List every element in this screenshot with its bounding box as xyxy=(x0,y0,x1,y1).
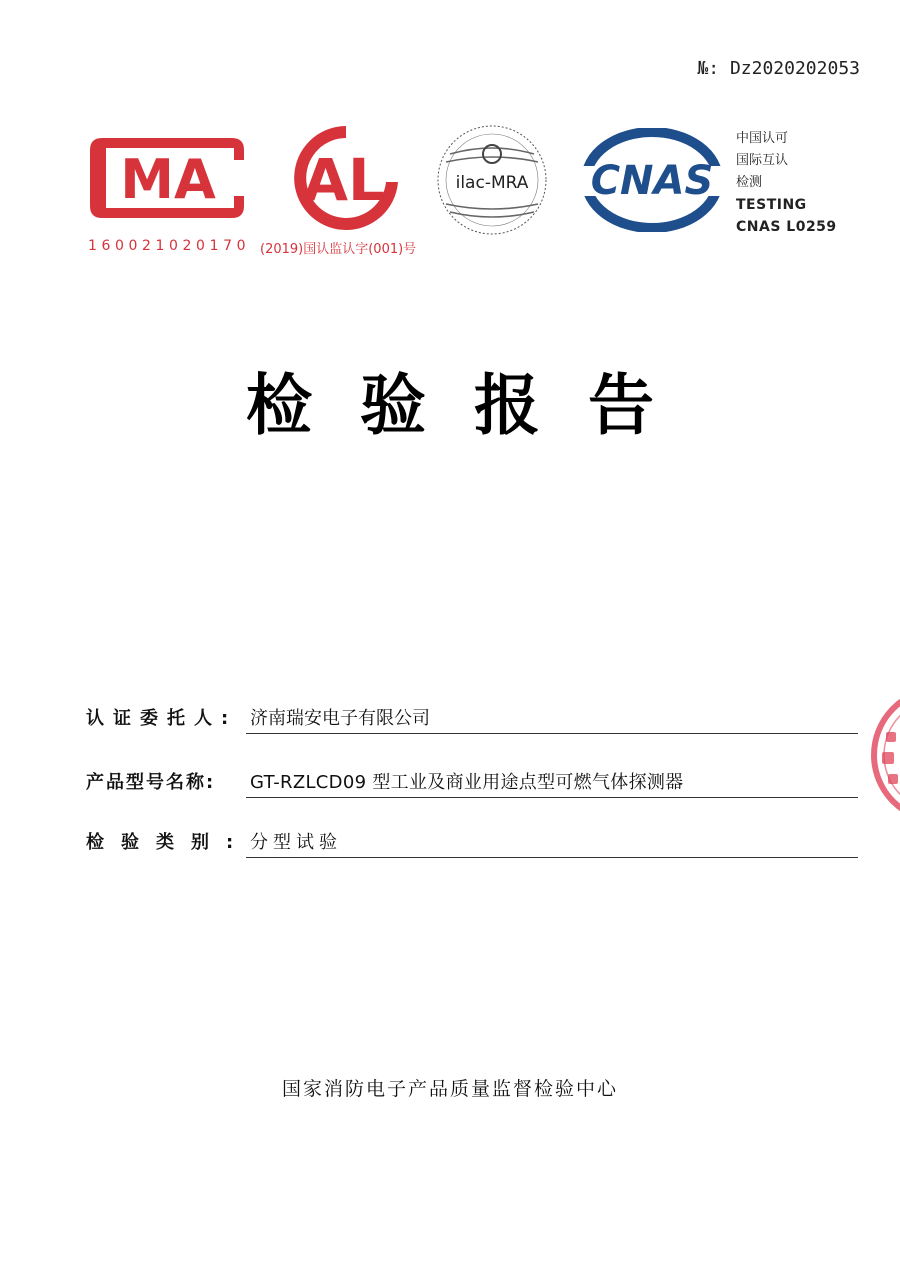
official-seal-icon xyxy=(860,680,900,830)
cnas-accreditation-text xyxy=(736,128,837,238)
cnas-line-1: 中国认可 xyxy=(736,131,789,146)
client-field xyxy=(86,702,858,734)
ilac-mra-logo-icon xyxy=(436,124,548,236)
report-title: 检验报告 xyxy=(246,367,702,444)
test-type-value: 分型试验 xyxy=(250,832,342,853)
report-number: №: Dz2020202053 xyxy=(697,58,860,79)
product-label: 产品型号名称: xyxy=(86,772,216,793)
cnas-logo-icon xyxy=(582,128,722,232)
product-underline xyxy=(246,797,858,798)
cma-logo-icon xyxy=(84,130,250,226)
ilac-logo-text: ilac-MRA xyxy=(455,173,529,193)
client-value: 济南瑞安电子有限公司 xyxy=(250,708,430,729)
cnas-line-4: TESTING xyxy=(736,197,807,213)
cal-logo-icon xyxy=(284,120,408,232)
test-type-label: 检验类别: xyxy=(86,832,251,853)
cma-logo-text: MA xyxy=(120,148,216,211)
cma-code: 160021020170 xyxy=(88,238,251,254)
cnas-logo-text: CNAS xyxy=(590,158,714,204)
organization-name: 国家消防电子产品质量监督检验中心 xyxy=(281,1078,618,1100)
client-label: 认证委托人: xyxy=(86,708,238,729)
cnas-line-2: 国际互认 xyxy=(736,153,789,168)
product-field xyxy=(86,766,858,798)
cnas-line-5: CNAS L0259 xyxy=(736,219,837,235)
cal-logo-text: AL xyxy=(303,146,385,214)
test-type-field xyxy=(86,826,858,858)
cnas-line-3: 检测 xyxy=(736,175,763,190)
client-underline xyxy=(246,733,858,734)
cal-code: (2019)国认监认字(001)号 xyxy=(260,242,417,257)
product-value: GT-RZLCD09 型工业及商业用途点型可燃气体探测器 xyxy=(250,772,684,793)
test-type-underline xyxy=(246,857,858,858)
